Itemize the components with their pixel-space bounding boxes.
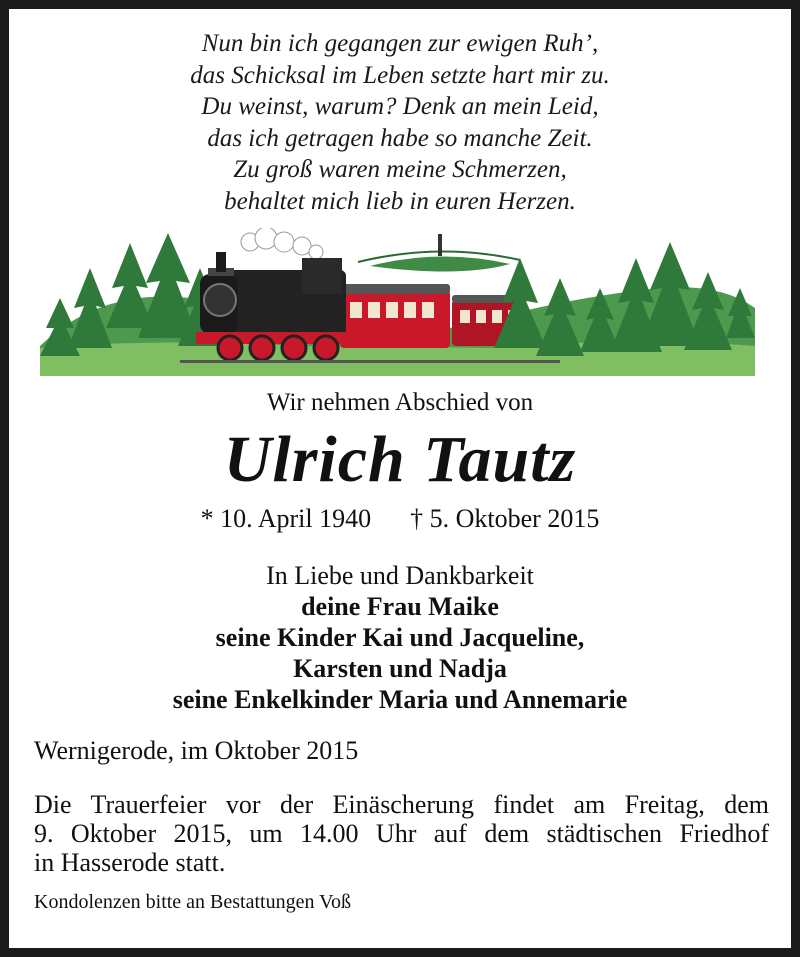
mourner-line: seine Enkelkinder Maria und Annemarie — [172, 685, 628, 714]
steam-train-forest-image — [40, 228, 755, 376]
poem-line: Zu groß waren meine Schmerzen, — [233, 156, 567, 183]
poem-line: Nun bin ich gegangen zur ewigen Ruh’, — [201, 30, 599, 57]
ceremony-notice — [34, 790, 769, 877]
mourner-line: seine Kinder Kai und Jacqueline, — [215, 623, 585, 652]
poem — [0, 28, 800, 217]
poem-line: behaltet mich lieb in euren Herzen. — [224, 187, 576, 215]
farewell-intro: Wir nehmen Abschied von — [266, 389, 534, 416]
mourners-block — [0, 560, 800, 715]
mourner-line: Karsten und Nadja — [293, 654, 507, 683]
poem-line: das Schicksal im Leben setzte hart mir zu. — [190, 61, 610, 89]
poem-line: das ich getragen habe so manche Zeit. — [207, 124, 593, 152]
deceased-name: Ulrich Tautz — [223, 423, 577, 496]
birth-date: * 10. April 1940 — [200, 504, 372, 533]
ceremony-line: in Hasserode statt. — [34, 848, 226, 877]
ceremony-line: Die Trauerfeier vor der Einäscherung findet am Freitag, dem — [34, 790, 769, 819]
place-and-date: Wernigerode, im Oktober 2015 — [34, 736, 359, 765]
death-date: † 5. Oktober 2015 — [410, 504, 600, 533]
ceremony-line: 9. Oktober 2015, um 14.00 Uhr auf dem städtischen Friedhof — [34, 819, 769, 848]
life-dates — [0, 503, 800, 535]
condolence-note: Kondolenzen bitte an Bestattungen Voß — [34, 891, 351, 913]
mourners-intro: In Liebe und Dankbarkeit — [266, 561, 534, 590]
mourner-line: deine Frau Maike — [301, 592, 499, 621]
poem-line: Du weinst, warum? Denk an mein Leid, — [201, 93, 599, 120]
